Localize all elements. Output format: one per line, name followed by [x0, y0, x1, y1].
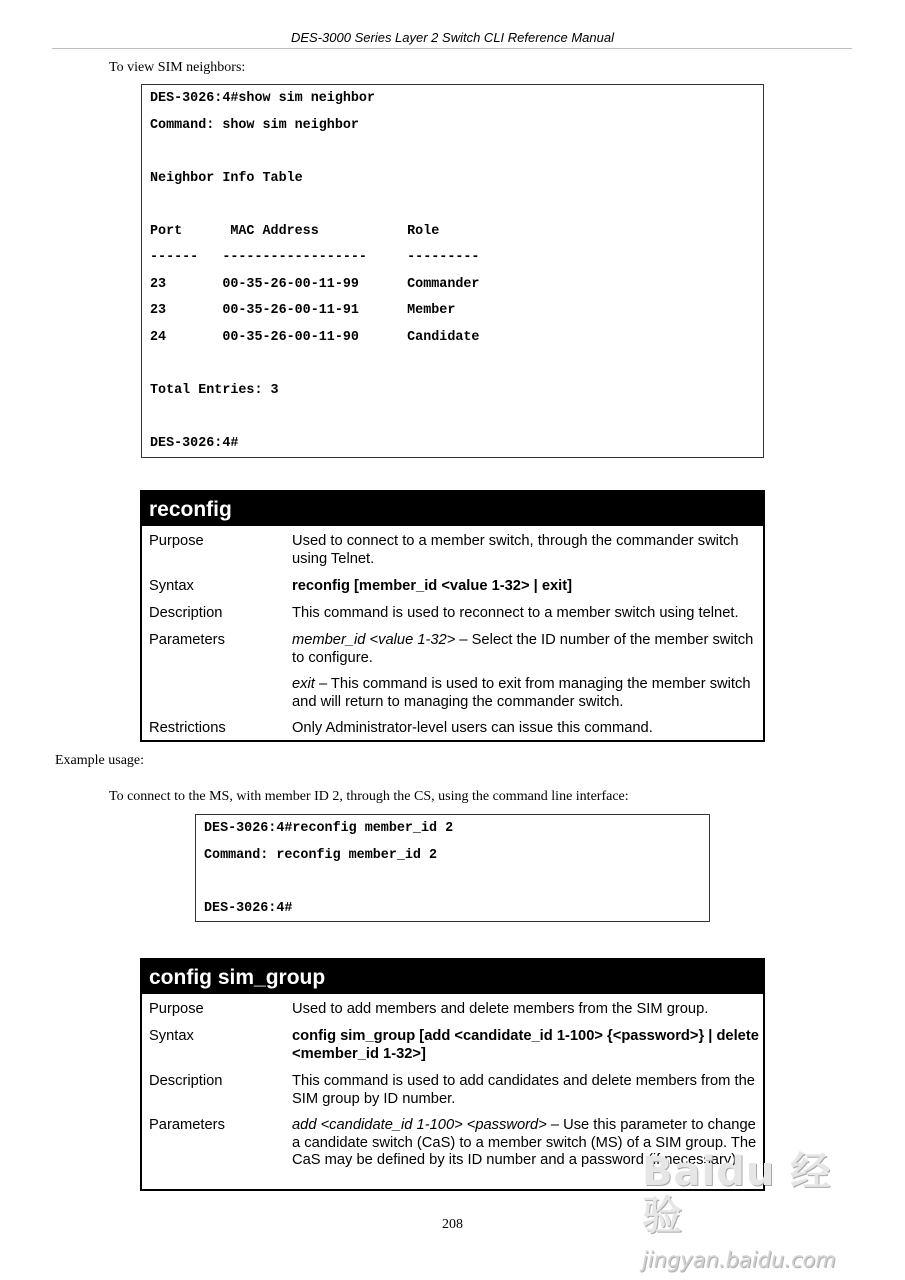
console-line: DES-3026:4#	[204, 901, 293, 916]
example-usage-label: Example usage:	[55, 753, 145, 768]
parameter-name: exit	[292, 676, 315, 692]
console-line: 23 00-35-26-00-11-99 Commander	[150, 277, 480, 292]
console-line: Command: reconfig member_id 2	[204, 848, 438, 863]
parameters-label: Parameters	[149, 632, 225, 648]
parameters-label: Parameters	[149, 1117, 225, 1133]
purpose-text: Used to connect to a member switch, through the commander switch using Telnet.	[292, 533, 739, 567]
command-title: config sim_group	[142, 960, 763, 994]
console-line: DES-3026:4#reconfig member_id 2	[204, 821, 454, 836]
syntax-label: Syntax	[149, 578, 194, 594]
parameter-member-id	[292, 632, 760, 667]
parameter-name: member_id <value 1-32>	[292, 632, 456, 648]
parameter-exit	[292, 676, 760, 711]
purpose-text: Used to add members and delete members from the SIM group.	[292, 1001, 709, 1017]
syntax-text: reconfig [member_id <value 1-32> | exit]	[292, 578, 573, 594]
console-line: 24 00-35-26-00-11-90 Candidate	[150, 330, 480, 345]
parameter-desc: – This command is used to exit from managing the member switch and will return to managing the commander switch.	[292, 676, 751, 710]
command-table-config-sim-group	[140, 958, 765, 1191]
watermark-url: jingyan.baidu.com	[642, 1248, 836, 1272]
command-table-reconfig	[140, 490, 765, 742]
watermark-logo: Baidu 经验	[642, 1149, 832, 1239]
restrictions-label: Restrictions	[149, 720, 226, 736]
console-line: 23 00-35-26-00-11-91 Member	[150, 303, 456, 318]
syntax-text: config sim_group [add <candidate_id 1-100> {<password>} | delete <member_id 1-32>]	[292, 1028, 759, 1062]
console-line: ------ ------------------ ---------	[150, 250, 480, 265]
parameter-add	[292, 1117, 760, 1170]
intro-view-sim-neighbors: To view SIM neighbors:	[109, 60, 246, 75]
description-label: Description	[149, 605, 223, 621]
console-line: Port MAC Address Role	[150, 224, 440, 239]
console-line: Neighbor Info Table	[150, 171, 303, 186]
console-reconfig	[195, 814, 710, 922]
running-header: DES-3000 Series Layer 2 Switch CLI Reference Manual	[291, 30, 614, 45]
console-line: DES-3026:4#	[150, 436, 239, 451]
console-line: Total Entries: 3	[150, 383, 279, 398]
restrictions-text: Only Administrator-level users can issue this command.	[292, 720, 653, 736]
parameter-desc: – Select the ID number of the member switch to configure.	[292, 632, 754, 666]
console-line: DES-3026:4#show sim neighbor	[150, 91, 375, 106]
syntax-label: Syntax	[149, 1028, 194, 1044]
command-title: reconfig	[142, 492, 763, 526]
description-text: This command is used to reconnect to a member switch using telnet.	[292, 605, 739, 621]
console-show-sim-neighbor	[141, 84, 764, 458]
header-divider	[52, 48, 852, 49]
parameter-name: add <candidate_id 1-100> <password>	[292, 1117, 547, 1133]
purpose-label: Purpose	[149, 1001, 204, 1017]
intro-connect-ms: To connect to the MS, with member ID 2, through the CS, using the command line interface:	[109, 789, 629, 804]
parameter-desc: – Use this parameter to change a candidate switch (CaS) to a member switch (MS) of a SIM group. The CaS may be defined by its ID number and a password (if necessary).	[292, 1117, 757, 1168]
description-label: Description	[149, 1073, 223, 1089]
description-text: This command is used to add candidates and delete members from the SIM group by ID number.	[292, 1073, 755, 1107]
purpose-label: Purpose	[149, 533, 204, 549]
console-line: Command: show sim neighbor	[150, 118, 359, 133]
page-number: 208	[442, 1217, 463, 1232]
